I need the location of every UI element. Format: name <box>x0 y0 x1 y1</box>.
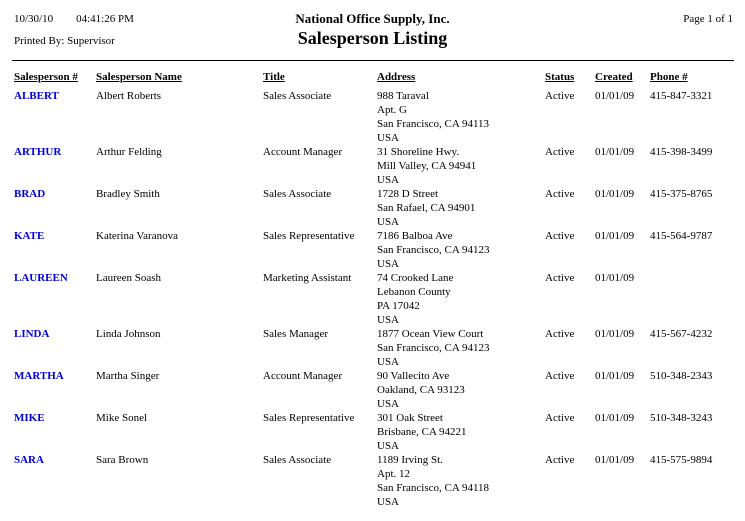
salesperson-name: Arthur Felding <box>96 146 162 158</box>
company-name: National Office Supply, Inc. <box>295 11 450 26</box>
created-value: 01/01/09 <box>595 188 635 200</box>
salesperson-address <box>377 271 545 327</box>
salesperson-address <box>377 229 545 271</box>
created-value: 01/01/09 <box>595 230 635 242</box>
phone-value: 415-375-8765 <box>650 188 713 200</box>
col-header-status: Status <box>545 71 575 83</box>
address-line: Apt. G <box>377 104 407 116</box>
created-value: 01/01/09 <box>595 412 635 424</box>
address-line: San Rafael, CA 94901 <box>377 202 476 214</box>
col-header-address: Address <box>377 71 416 83</box>
col-header-phone: Phone # <box>650 71 688 83</box>
salesperson-address <box>377 453 545 509</box>
created-value: 01/01/09 <box>595 454 635 466</box>
created-value: 01/01/09 <box>595 90 635 102</box>
status-value: Active <box>545 188 575 200</box>
salesperson-address <box>377 369 545 411</box>
table-row <box>14 229 733 271</box>
table-body <box>14 89 733 509</box>
status-value: Active <box>545 230 575 242</box>
salesperson-address <box>377 89 545 145</box>
created-value: 01/01/09 <box>595 370 635 382</box>
phone-value: 415-847-3321 <box>650 90 713 102</box>
salesperson-id-link[interactable]: LAUREEN <box>14 272 68 284</box>
salesperson-id-link[interactable]: SARA <box>14 454 44 466</box>
phone-value: 415-398-3499 <box>650 146 713 158</box>
salesperson-address <box>377 327 545 369</box>
address-line: San Francisco, CA 94118 <box>377 482 490 494</box>
created-value: 01/01/09 <box>595 328 635 340</box>
address-line: USA <box>377 398 400 410</box>
salesperson-table <box>14 70 733 509</box>
salesperson-id-link[interactable]: MARTHA <box>14 370 64 382</box>
phone-value: 510-348-2343 <box>650 370 713 382</box>
salesperson-title: Sales Associate <box>263 454 332 466</box>
address-line: USA <box>377 216 400 228</box>
report-time: 04:41:26 PM <box>76 13 134 25</box>
salesperson-name: Katerina Varanova <box>96 230 178 242</box>
status-value: Active <box>545 272 575 284</box>
page-number: Page 1 of 1 <box>683 13 733 25</box>
salesperson-name: Sara Brown <box>96 454 149 466</box>
salesperson-address <box>377 411 545 453</box>
address-line: 31 Shoreline Hwy. <box>377 146 460 158</box>
created-value: 01/01/09 <box>595 272 635 284</box>
address-line: USA <box>377 174 400 186</box>
status-value: Active <box>545 146 575 158</box>
status-value: Active <box>545 90 575 102</box>
report-header <box>0 0 745 47</box>
salesperson-id-link[interactable]: LINDA <box>14 328 50 340</box>
salesperson-id-link[interactable]: ALBERT <box>14 90 59 102</box>
address-line: San Francisco, CA 94123 <box>377 244 490 256</box>
address-line: Lebanon County <box>377 286 451 298</box>
address-line: Brisbane, CA 94221 <box>377 426 467 438</box>
address-line: Apt. 12 <box>377 468 410 480</box>
salesperson-title: Account Manager <box>263 146 343 158</box>
table-row <box>14 453 733 509</box>
salesperson-address <box>377 145 545 187</box>
salesperson-id-link[interactable]: ARTHUR <box>14 146 62 158</box>
table-row <box>14 271 733 327</box>
salesperson-name: Linda Johnson <box>96 328 161 340</box>
phone-value: 415-567-4232 <box>650 328 713 340</box>
salesperson-name: Albert Roberts <box>96 90 162 102</box>
address-line: PA 17042 <box>377 300 420 312</box>
created-value: 01/01/09 <box>595 146 635 158</box>
address-line: 7186 Balboa Ave <box>377 230 453 242</box>
salesperson-name: Martha Singer <box>96 370 160 382</box>
address-line: 301 Oak Street <box>377 412 443 424</box>
address-line: USA <box>377 132 400 144</box>
salesperson-title: Sales Representative <box>263 412 355 424</box>
salesperson-name: Mike Sonel <box>96 412 148 424</box>
table-header-row <box>14 70 733 84</box>
phone-value: 415-564-9787 <box>650 230 713 242</box>
report-date: 10/30/10 <box>14 13 54 25</box>
table-row <box>14 327 733 369</box>
address-line: USA <box>377 258 400 270</box>
salesperson-id-link[interactable]: BRAD <box>14 188 46 200</box>
table-row <box>14 187 733 229</box>
status-value: Active <box>545 328 575 340</box>
table-row <box>14 369 733 411</box>
report-title: Salesperson Listing <box>297 28 448 48</box>
address-line: USA <box>377 314 400 326</box>
col-header-salesperson-id: Salesperson # <box>14 71 78 83</box>
address-line: San Francisco, CA 94113 <box>377 118 490 130</box>
printed-by: Printed By: Supervisor <box>14 35 115 47</box>
salesperson-title: Sales Associate <box>263 90 332 102</box>
salesperson-title: Account Manager <box>263 370 343 382</box>
salesperson-name: Laureen Soash <box>96 272 162 284</box>
address-line: 74 Crooked Lane <box>377 272 454 284</box>
status-value: Active <box>545 370 575 382</box>
salesperson-id-link[interactable]: KATE <box>14 230 45 242</box>
address-line: 988 Taraval <box>377 90 429 102</box>
salesperson-title: Sales Manager <box>263 328 329 340</box>
address-line: Mill Valley, CA 94941 <box>377 160 477 172</box>
salesperson-title: Marketing Assistant <box>263 272 352 284</box>
phone-value: 510-348-3243 <box>650 412 713 424</box>
table-row <box>14 145 733 187</box>
table-row <box>14 89 733 145</box>
address-line: USA <box>377 356 400 368</box>
header-rule <box>12 60 734 61</box>
address-line: Oakland, CA 93123 <box>377 384 465 396</box>
col-header-title: Title <box>263 71 285 83</box>
salesperson-name: Bradley Smith <box>96 188 160 200</box>
salesperson-id-link[interactable]: MIKE <box>14 412 45 424</box>
status-value: Active <box>545 412 575 424</box>
phone-value: 415-575-9894 <box>650 454 713 466</box>
table-row <box>14 411 733 453</box>
address-line: USA <box>377 440 400 452</box>
salesperson-address <box>377 187 545 229</box>
col-header-salesperson-name: Salesperson Name <box>96 71 182 83</box>
salesperson-title: Sales Representative <box>263 230 355 242</box>
address-line: USA <box>377 496 400 508</box>
address-line: 90 Vallecito Ave <box>377 370 450 382</box>
col-header-created: Created <box>595 71 633 83</box>
address-line: San Francisco, CA 94123 <box>377 342 490 354</box>
address-line: 1728 D Street <box>377 188 439 200</box>
address-line: 1877 Ocean View Court <box>377 328 484 340</box>
address-line: 1189 Irving St. <box>377 454 443 466</box>
status-value: Active <box>545 454 575 466</box>
salesperson-title: Sales Associate <box>263 188 332 200</box>
